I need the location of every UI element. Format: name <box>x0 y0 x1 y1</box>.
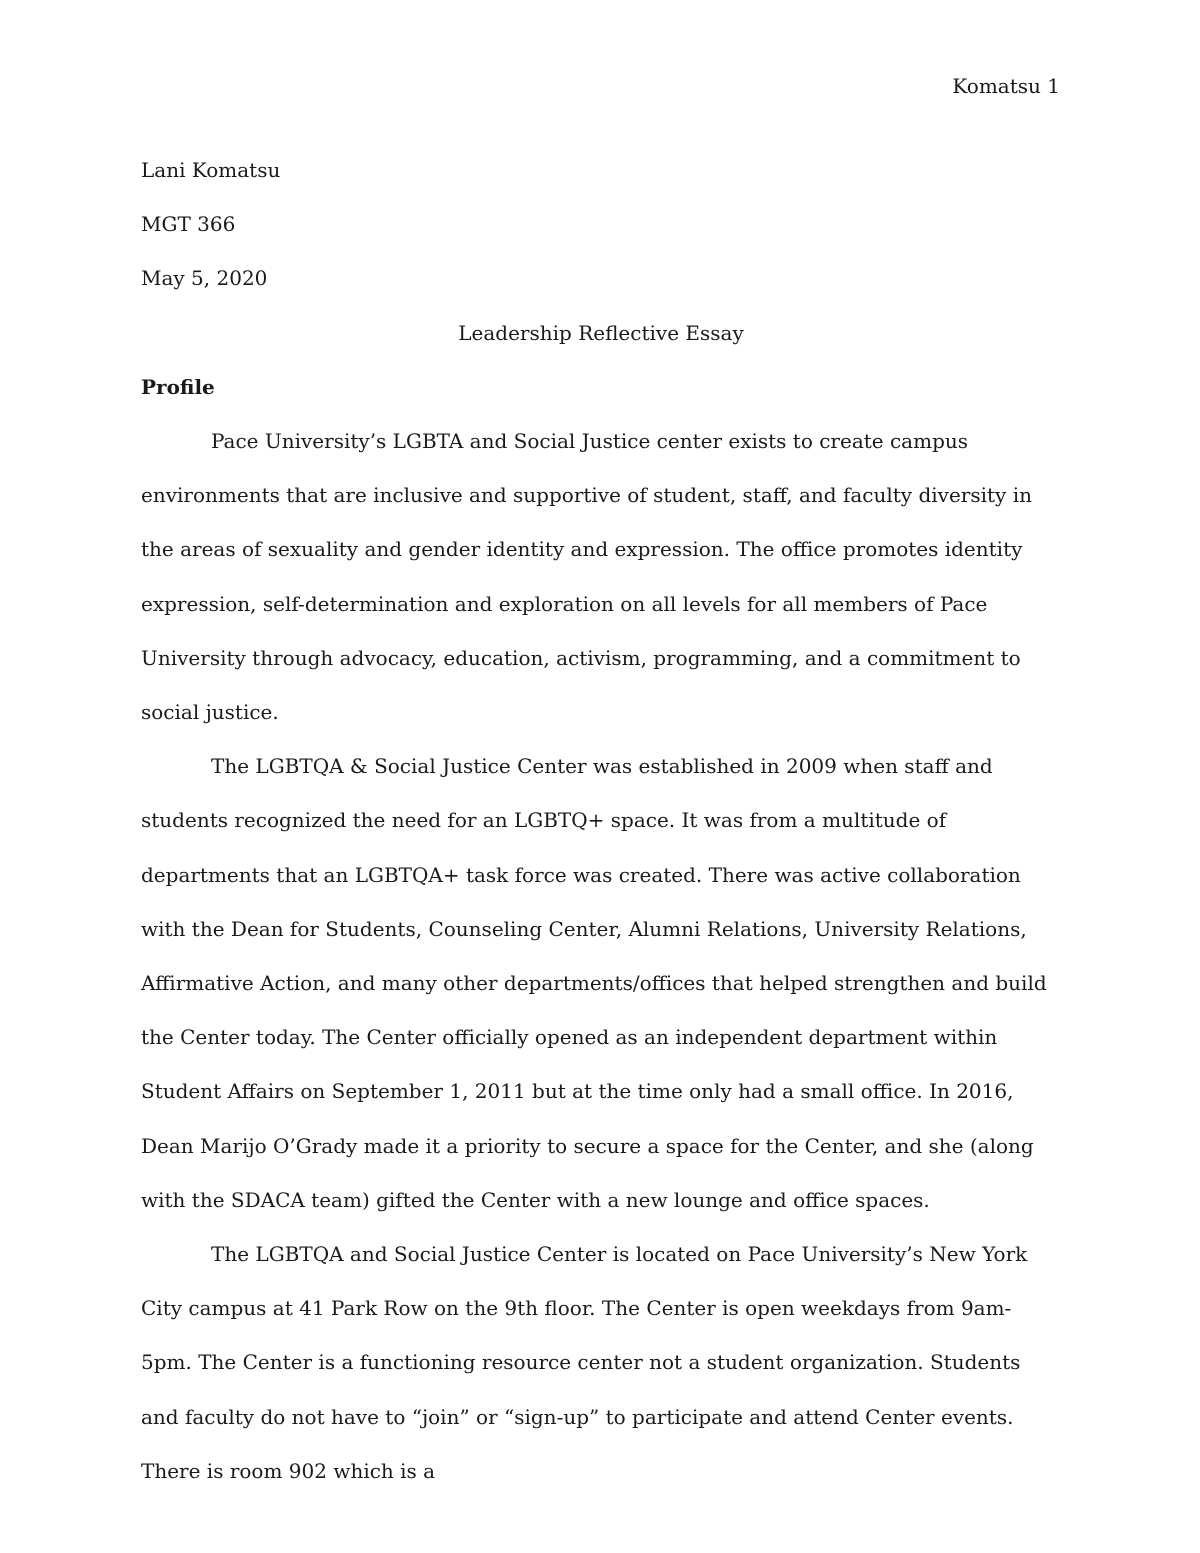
running-head: Komatsu 1 <box>952 74 1060 98</box>
essay-date: May 5, 2020 <box>141 266 268 291</box>
author-name: Lani Komatsu <box>141 158 281 182</box>
paragraph: The LGBTQA and Social Justice Center is located on Pace University’s New York City campus at 41 Park Row on the 9th floor. The Center is open weekdays from 9am-5pm. The Center is a functioning resource center not a student organization. Students and faculty do not have to “join” or “sign-up” to participate and attend Center events. There is room 902 which is a <box>141 1242 1028 1483</box>
essay-title: Leadership Reflective Essay <box>458 320 744 345</box>
section-heading: Profile <box>141 374 215 399</box>
course-code: MGT 366 <box>141 212 236 237</box>
essay-body <box>141 143 1061 1498</box>
paragraph: The LGBTQA & Social Justice Center was established in 2009 when staff and students recognized the need for an LGBTQ+ space. It was from a multitude of departments that an LGBTQA+ task force was created. There was active collaboration with the Dean for Students, Counseling Center, Alumni Relations, University Relations, Affirmative Action, and many other departments/offices that helped strengthen and build the Center today. The Center officially opened as an independent department within Student Affairs on September 1, 2011 but at the time only had a small office. In 2016, Dean Marijo O’Grady made it a priority to secure a space for the Center, and she (along with the SDACA team) gifted the Center with a new lounge and office spaces. <box>141 754 1047 1212</box>
paragraph: Pace University’s LGBTA and Social Justice center exists to create campus environments that are inclusive and supportive of student, staff, and faculty diversity in the areas of sexuality and gender identity and expression. The office promotes identity expression, self-determination and exploration on all levels for all members of Pace University through advocacy, education, activism, programming, and a commitment to social justice. <box>141 429 1032 725</box>
